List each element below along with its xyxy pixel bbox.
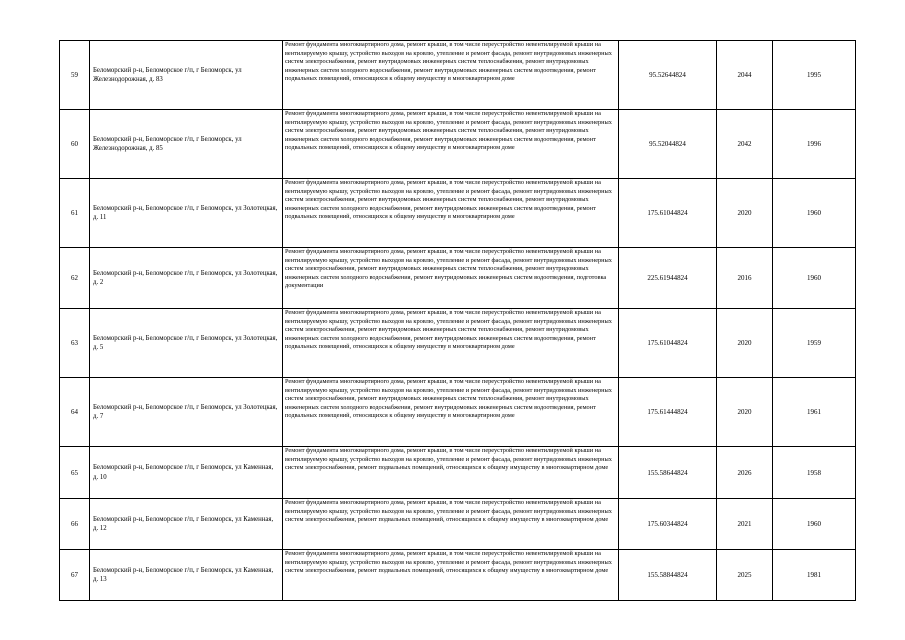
row-number: 61	[60, 179, 90, 248]
built-year-cell: 1959	[773, 309, 856, 378]
table-row	[60, 179, 856, 248]
built-year-cell: 1960	[773, 179, 856, 248]
repair-year-cell: 2020	[717, 309, 773, 378]
row-number: 66	[60, 499, 90, 550]
row-number: 62	[60, 248, 90, 309]
table-row	[60, 550, 856, 601]
repair-year-cell: 2042	[717, 110, 773, 179]
built-year-cell: 1996	[773, 110, 856, 179]
table-row	[60, 41, 856, 110]
cost-cell: 155.58844824	[619, 550, 717, 601]
works-cell: Ремонт фундамента многоквартирного дома, ремонт крыши, в том числе переустройство невентилируемой крыши на вентилируемую крышу, устройство выходов на кровлю, утепление и ремонт фасада, ремонт внутридомовых инженерных систем электроснабжения, ремонт внутридомовых инженерных систем теплоснабжения, ремонт внутридомовых инженерных систем холодного водоснабжения, ремонт внутридомовых инженерных систем водоотведения, ремонт подвальных помещений, относящихся к общему имуществу в многоквартирном доме	[283, 378, 619, 447]
row-number: 67	[60, 550, 90, 601]
works-cell: Ремонт фундамента многоквартирного дома, ремонт крыши, в том числе переустройство невентилируемой крыши на вентилируемую крышу, устройство выходов на кровлю, утепление и ремонт фасада, ремонт внутридомовых инженерных систем электроснабжения, ремонт внутридомовых инженерных систем теплоснабжения, ремонт внутридомовых инженерных систем холодного водоснабжения, ремонт внутридомовых инженерных систем водоотведения, ремонт подвальных помещений, относящихся к общему имуществу в многоквартирном доме	[283, 309, 619, 378]
address-cell: Беломорский р-н, Беломорское г/п, г Беломорск, ул Золотецкая, д. 7	[90, 378, 283, 447]
works-cell: Ремонт фундамента многоквартирного дома, ремонт крыши, в том числе переустройство невентилируемой крыши на вентилируемую крышу, устройство выходов на кровлю, утепление и ремонт фасада, ремонт внутридомовых инженерных систем электроснабжения, ремонт подвальных помещений, относящихся к общему имуществу в многоквартирном доме	[283, 550, 619, 601]
built-year-cell: 1960	[773, 499, 856, 550]
address-cell: Беломорский р-н, Беломорское г/п, г Беломорск, ул Каменная, д. 10	[90, 447, 283, 499]
works-cell: Ремонт фундамента многоквартирного дома, ремонт крыши, в том числе переустройство невентилируемой крыши на вентилируемую крышу, устройство выходов на кровлю, утепление и ремонт фасада, ремонт внутридомовых инженерных систем электроснабжения, ремонт внутридомовых инженерных систем теплоснабжения, ремонт внутридомовых инженерных систем холодного водоснабжения, ремонт внутридомовых инженерных систем водоотведения, ремонт подвальных помещений, относящихся к общему имуществу в многоквартирном доме	[283, 110, 619, 179]
table-row	[60, 309, 856, 378]
cost-cell: 95.52644824	[619, 41, 717, 110]
address-cell: Беломорский р-н, Беломорское г/п, г Беломорск, ул Железнодорожная, д. 85	[90, 110, 283, 179]
works-cell: Ремонт фундамента многоквартирного дома, ремонт крыши, в том числе переустройство невентилируемой крыши на вентилируемую крышу, устройство выходов на кровлю, утепление и ремонт фасада, ремонт внутридомовых инженерных систем электроснабжения, ремонт внутридомовых инженерных систем теплоснабжения, ремонт внутридомовых инженерных систем холодного водоснабжения, ремонт внутридомовых инженерных систем водоотведения, подготовка документации	[283, 248, 619, 309]
cost-cell: 175.60344824	[619, 499, 717, 550]
cost-cell: 225.61944824	[619, 248, 717, 309]
repair-year-cell: 2025	[717, 550, 773, 601]
repair-year-cell: 2020	[717, 378, 773, 447]
table-row	[60, 447, 856, 499]
address-cell: Беломорский р-н, Беломорское г/п, г Беломорск, ул Золотецкая, д. 5	[90, 309, 283, 378]
address-cell: Беломорский р-н, Беломорское г/п, г Беломорск, ул Золотецкая, д. 2	[90, 248, 283, 309]
table-row	[60, 378, 856, 447]
works-cell: Ремонт фундамента многоквартирного дома, ремонт крыши, в том числе переустройство невентилируемой крыши на вентилируемую крышу, устройство выходов на кровлю, утепление и ремонт фасада, ремонт внутридомовых инженерных систем электроснабжения, ремонт внутридомовых инженерных систем теплоснабжения, ремонт внутридомовых инженерных систем холодного водоснабжения, ремонт внутридомовых инженерных систем водоотведения, ремонт подвальных помещений, относящихся к общему имуществу в многоквартирном доме	[283, 41, 619, 110]
repair-year-cell: 2044	[717, 41, 773, 110]
works-cell: Ремонт фундамента многоквартирного дома, ремонт крыши, в том числе переустройство невентилируемой крыши на вентилируемую крышу, устройство выходов на кровлю, утепление и ремонт фасада, ремонт внутридомовых инженерных систем электроснабжения, ремонт подвальных помещений, относящихся к общему имуществу в многоквартирном доме	[283, 447, 619, 499]
built-year-cell: 1981	[773, 550, 856, 601]
repair-year-cell: 2026	[717, 447, 773, 499]
built-year-cell: 1960	[773, 248, 856, 309]
row-number: 64	[60, 378, 90, 447]
cost-cell: 155.58644824	[619, 447, 717, 499]
table-row	[60, 110, 856, 179]
table-row	[60, 499, 856, 550]
cost-cell: 175.61444824	[619, 378, 717, 447]
repair-year-cell: 2020	[717, 179, 773, 248]
address-cell: Беломорский р-н, Беломорское г/п, г Беломорск, ул Золотецкая, д. 11	[90, 179, 283, 248]
address-cell: Беломорский р-н, Беломорское г/п, г Беломорск, ул Каменная, д. 12	[90, 499, 283, 550]
built-year-cell: 1958	[773, 447, 856, 499]
row-number: 63	[60, 309, 90, 378]
cost-cell: 95.52044824	[619, 110, 717, 179]
row-number: 59	[60, 41, 90, 110]
cost-cell: 175.61044824	[619, 309, 717, 378]
capital-repair-table	[59, 40, 856, 601]
works-cell: Ремонт фундамента многоквартирного дома, ремонт крыши, в том числе переустройство невентилируемой крыши на вентилируемую крышу, устройство выходов на кровлю, утепление и ремонт фасада, ремонт внутридомовых инженерных систем электроснабжения, ремонт подвальных помещений, относящихся к общему имуществу в многоквартирном доме	[283, 499, 619, 550]
table-row	[60, 248, 856, 309]
repair-year-cell: 2021	[717, 499, 773, 550]
built-year-cell: 1961	[773, 378, 856, 447]
address-cell: Беломорский р-н, Беломорское г/п, г Беломорск, ул Каменная, д. 13	[90, 550, 283, 601]
address-cell: Беломорский р-н, Беломорское г/п, г Беломорск, ул Железнодорожная, д. 83	[90, 41, 283, 110]
row-number: 65	[60, 447, 90, 499]
built-year-cell: 1995	[773, 41, 856, 110]
row-number: 60	[60, 110, 90, 179]
repair-year-cell: 2016	[717, 248, 773, 309]
cost-cell: 175.61044824	[619, 179, 717, 248]
works-cell: Ремонт фундамента многоквартирного дома, ремонт крыши, в том числе переустройство невентилируемой крыши на вентилируемую крышу, устройство выходов на кровлю, утепление и ремонт фасада, ремонт внутридомовых инженерных систем электроснабжения, ремонт внутридомовых инженерных систем теплоснабжения, ремонт внутридомовых инженерных систем холодного водоснабжения, ремонт внутридомовых инженерных систем водоотведения, ремонт подвальных помещений, относящихся к общему имуществу в многоквартирном доме	[283, 179, 619, 248]
